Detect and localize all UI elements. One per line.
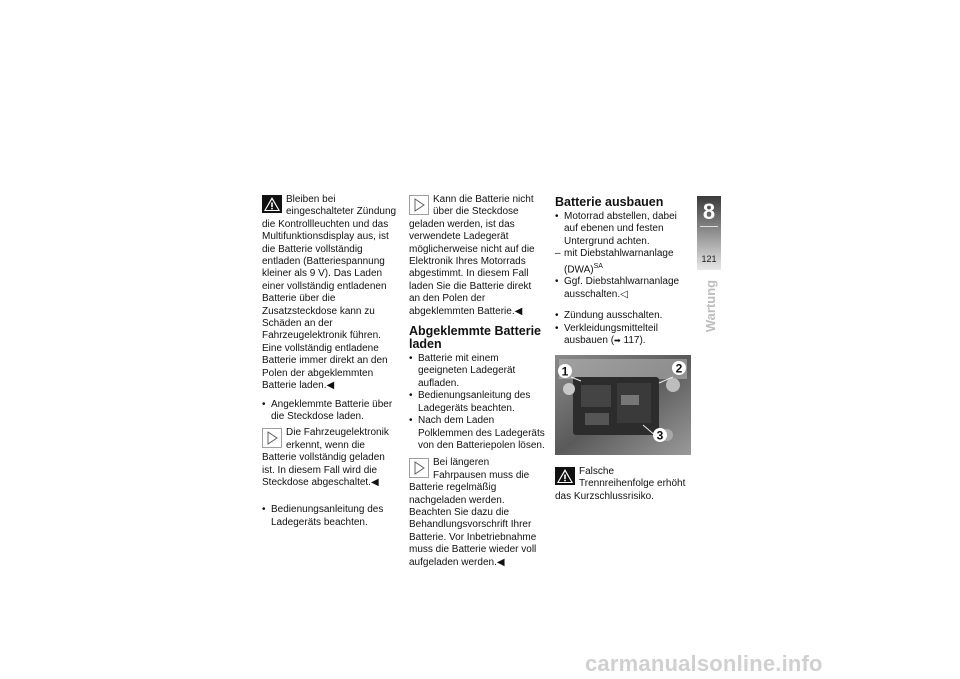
warning-text: Falsche Trennreihenfolge erhöht das Kurzschlussrisiko. [555, 465, 686, 502]
svg-text:1: 1 [561, 364, 569, 379]
column-1 [262, 194, 398, 529]
warning-text: Bleiben bei eingeschalteter Zündung die Kontrollleuchten und das Multifunktionsdisplay aus, ist die Batterie vollständig entladen (Batteriespannung kleiner als 9 V). Das Laden einer vollständig entladenen Batterie über die Zusatzsteckdose kann zu Schäden an der Fahrzeugelektronik führen. [262, 194, 397, 342]
warning-icon [555, 467, 575, 485]
list-item: • Zündung ausschalten. [555, 310, 691, 322]
bullet-list [555, 211, 691, 301]
list-item: • Bedienungsanleitung des Ladegeräts beachten. [409, 390, 545, 415]
column-3 [555, 194, 691, 503]
svg-text:Wartung: Wartung [703, 279, 718, 333]
list-item: • Verkleidungsmittelteil ausbauen (➡ 117). [555, 323, 691, 348]
note-triangle-icon [409, 195, 429, 215]
page-number: 121 [701, 254, 717, 264]
bullet-list [262, 399, 398, 424]
warning-icon [262, 195, 282, 213]
list-item: • Bedienungsanleitung des Ladegeräts beachten. [262, 504, 398, 529]
list-item-condition: – mit Diebstahlwarnanlage (DWA)$^{SA}$ [555, 248, 691, 276]
bullet-list [555, 310, 691, 347]
list-item: • Ggf. Diebstahlwarnanlage ausschalten.◁ [555, 276, 691, 301]
watermark: carmanualsonline.info [585, 651, 823, 676]
list-item: • Motorrad abstellen, dabei auf ebenen und festen Untergrund achten. [555, 211, 691, 248]
page-ref-arrow-icon: ➡ [614, 335, 621, 345]
note-text: Die Fahrzeugelektronik erkennt, wenn die Batterie vollständig geladen ist. In diesem Fall wird die Steckdose abgeschaltet.◀ [262, 427, 389, 488]
bullet-list [262, 504, 398, 529]
note-text: Bei längeren Fahrpausen muss die Batterie regelmäßig nachgeladen werden. Beachten Sie dazu die Behandlungsvorschrift Ihrer Batterie. Vor Inbetriebnahme muss die Batterie wieder voll aufgeladen werden.◀ [409, 457, 537, 568]
warning-text-2: Eine vollständig entladene Batterie immer direkt an den Polen der abgeklemmten Batterie laden.◀ [262, 342, 388, 392]
list-item: • Nach dem Laden Polklemmen des Ladegeräts von den Batteriepolen lösen. [409, 415, 545, 452]
section-label [696, 276, 722, 336]
battery-photo [555, 355, 691, 455]
bullet-list [409, 353, 545, 452]
chapter-tab [697, 196, 721, 270]
list-item: • Angeklemmte Batterie über die Steckdose laden. [262, 399, 398, 424]
warning-block [555, 466, 691, 503]
svg-text:2: 2 [675, 361, 683, 376]
note-block [262, 427, 398, 489]
section-heading: Batterie ausbauen [555, 195, 664, 209]
note-block [409, 457, 545, 569]
note-block [409, 194, 545, 318]
note-text: Kann die Batterie nicht über die Steckdose geladen werden, ist das verwendete Ladegerät möglicherweise nicht auf die Elektronik Ihres Motorrads abgestimmt. In diesem Fall laden Sie die Batterie direkt an den Polen der abgeklemmten Batterie.◀ [409, 194, 535, 317]
section-heading: Abgeklemmte Batterie laden [409, 324, 541, 352]
svg-text:3: 3 [656, 428, 664, 443]
list-item: • Batterie mit einem geeigneten Ladegerät aufladen. [409, 353, 545, 390]
chapter-number: 8 [702, 199, 716, 224]
warning-block [262, 194, 398, 393]
column-2 [409, 194, 545, 569]
note-triangle-icon [409, 458, 429, 478]
note-triangle-icon [262, 428, 282, 448]
